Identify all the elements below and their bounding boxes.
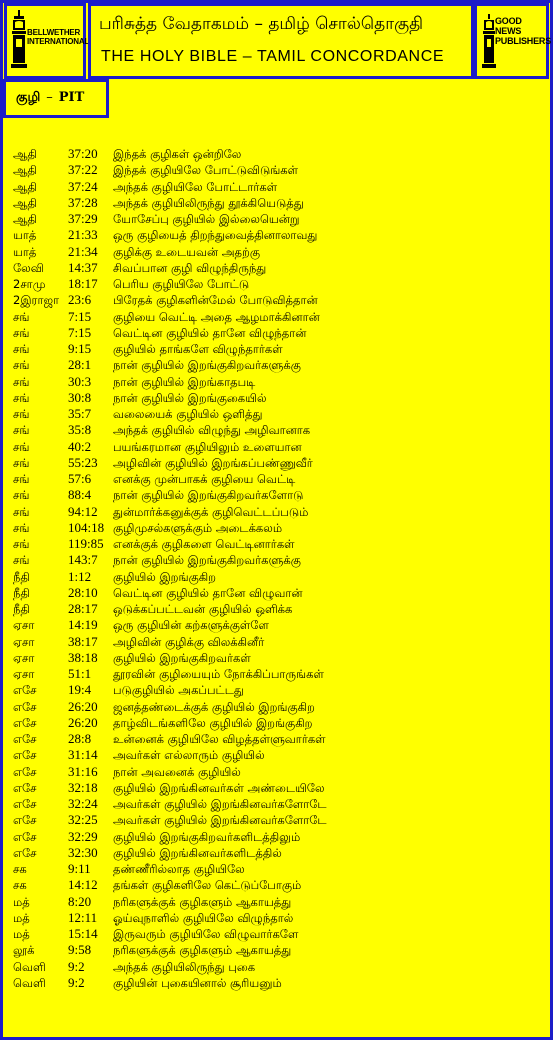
entry-reference: 19:4 bbox=[68, 682, 92, 698]
entry-text: எனக்கு முன்பாகக் குழியை வெட்டி bbox=[113, 472, 296, 486]
concordance-entry bbox=[13, 585, 543, 601]
entry-text: துன்மார்க்கனுக்குக் குழிவெட்டப்படும் bbox=[113, 504, 309, 519]
concordance-entry bbox=[13, 536, 543, 552]
entry-text: குழியில் தாங்களே விழுந்தார்கள் bbox=[113, 342, 283, 356]
concordance-entry bbox=[13, 715, 543, 731]
headword bbox=[16, 90, 84, 106]
entry-book: மத் bbox=[13, 910, 30, 925]
concordance-entry bbox=[13, 796, 543, 812]
concordance-entry bbox=[13, 455, 543, 471]
entry-text: குழியின் புகையினால் சூரியனும் bbox=[113, 975, 282, 990]
entry-text: அவர்கள் எல்லாரும் குழியில் bbox=[113, 748, 265, 763]
concordance-entry bbox=[13, 504, 543, 520]
entry-text: குழியில் இறங்கினவர்களிடத்தில் bbox=[113, 845, 282, 860]
entry-text: நரிகளுக்குக் குழிகளும் ஆகாயத்து bbox=[113, 943, 292, 958]
entry-reference: 40:2 bbox=[68, 438, 92, 454]
entry-reference: 32:18 bbox=[68, 779, 98, 795]
entry-reference: 7:15 bbox=[68, 324, 92, 340]
entry-reference: 15:14 bbox=[68, 926, 98, 941]
concordance-entry bbox=[13, 390, 543, 406]
concordance-entry bbox=[13, 195, 543, 211]
concordance-entry bbox=[13, 422, 543, 438]
entry-reference: 9:15 bbox=[68, 341, 92, 356]
entry-text: அழிவின் குழியில் இறங்கப்பண்ணுவீர் bbox=[113, 455, 313, 470]
entry-text: நான் குழியில் இறங்குகையில் bbox=[113, 390, 267, 405]
entry-reference: 32:29 bbox=[68, 828, 98, 844]
entry-reference: 8:20 bbox=[68, 893, 92, 909]
concordance-entry bbox=[13, 780, 543, 796]
concordance-entry bbox=[13, 942, 543, 958]
concordance-entry bbox=[13, 179, 543, 195]
entry-book: மத் bbox=[13, 894, 30, 909]
entry-text: வெட்டின குழியில் தானே விழுந்தான் bbox=[113, 325, 307, 340]
concordance-entry bbox=[13, 812, 543, 828]
entry-book: சங் bbox=[13, 520, 30, 535]
entry-book: சங் bbox=[13, 472, 30, 486]
entry-book: எசே bbox=[13, 764, 37, 779]
entry-reference: 143:7 bbox=[68, 552, 98, 568]
entry-text: ஓய்வுநாளில் குழியிலே விழுந்தால் bbox=[113, 910, 294, 925]
entry-text: பிரேதக் குழிகளின்மேல் போடுவித்தான் bbox=[113, 293, 318, 308]
entry-book: வெளி bbox=[13, 975, 46, 990]
entry-book: யாத் bbox=[13, 228, 37, 243]
entry-book: எசே bbox=[13, 683, 37, 698]
entry-text: பயங்கரமான குழியிலும் உளையான bbox=[113, 439, 302, 454]
entry-text: குழிமுசல்களுக்கும் அடைக்கலம் bbox=[113, 520, 283, 535]
concordance-entry bbox=[13, 357, 543, 373]
concordance-entry bbox=[13, 471, 543, 487]
concordance-entry bbox=[13, 439, 543, 455]
entry-book: சங் bbox=[13, 504, 30, 519]
entry-book: ஆதி bbox=[13, 163, 37, 178]
entry-text: இருவரும் குழியிலே விழுவார்களே bbox=[113, 927, 299, 941]
title-banner bbox=[88, 3, 474, 79]
entry-reference: 30:3 bbox=[68, 373, 92, 389]
entry-text: பெரிய குழியிலே போட்டு bbox=[113, 277, 250, 291]
concordance-entry bbox=[13, 959, 543, 975]
entry-text: குழியில் இறங்கினவர்கள் அண்டையிலே bbox=[113, 780, 325, 795]
concordance-entry bbox=[13, 699, 543, 715]
headword-english: PIT bbox=[58, 90, 85, 105]
entry-text: நான் குழியில் இறங்குகிறவர்களோடு bbox=[113, 488, 304, 503]
entry-text: அந்தக் குழியிலே போட்டார்கள் bbox=[113, 179, 278, 194]
entry-book: ஆதி bbox=[13, 179, 37, 194]
concordance-entry bbox=[13, 650, 543, 666]
entry-reference: 32:25 bbox=[68, 812, 98, 828]
entry-reference: 9:11 bbox=[68, 861, 91, 876]
entry-book: நீதி bbox=[13, 585, 30, 600]
entry-reference: 12:11 bbox=[68, 909, 98, 925]
entry-book: ஏசா bbox=[13, 618, 35, 633]
headword-separator: – bbox=[46, 90, 53, 105]
entry-text: அந்தக் குழியில் விழுந்து அழிவானாக bbox=[113, 423, 311, 438]
entry-book: ஆதி bbox=[13, 147, 37, 161]
entry-reference: 21:34 bbox=[68, 243, 98, 259]
entry-text: ஜனத்தண்டைக்குக் குழியில் இறங்குகிற bbox=[113, 699, 315, 714]
concordance-entry bbox=[13, 666, 543, 682]
entry-reference: 35:7 bbox=[68, 406, 92, 421]
entry-text: ஒடுக்கப்பட்டவன் குழியில் ஒளிக்க bbox=[113, 602, 293, 616]
concordance-entry bbox=[13, 406, 543, 422]
concordance-entry bbox=[13, 634, 543, 650]
concordance-entry bbox=[13, 569, 543, 585]
title-english: THE HOLY BIBLE – TAMIL CONCORDANCE bbox=[101, 48, 445, 65]
entry-text: அழிவின் குழிக்கு விலக்கினீர் bbox=[113, 634, 265, 649]
headword-tamil: குழி bbox=[16, 90, 41, 105]
concordance-entry bbox=[13, 244, 543, 260]
entry-book: சங் bbox=[13, 553, 30, 568]
entry-book: 2சாமு bbox=[13, 277, 46, 291]
entry-book: சக bbox=[13, 878, 27, 893]
entry-book: ஆதி bbox=[13, 195, 37, 210]
entry-reference: 31:14 bbox=[68, 747, 98, 763]
entry-reference: 37:22 bbox=[68, 162, 98, 178]
entry-text: தூரவின் குழியையும் நோக்கிப்பாருங்கள் bbox=[113, 667, 324, 681]
entry-reference: 104:18 bbox=[68, 519, 105, 535]
entry-reference: 23:6 bbox=[68, 292, 92, 308]
entry-book: சங் bbox=[13, 342, 30, 356]
entry-text: நான் குழியில் இறங்குகிறவர்களுக்கு bbox=[113, 553, 301, 568]
entry-reference: 38:18 bbox=[68, 649, 98, 665]
entry-book: ஏசா bbox=[13, 667, 35, 681]
entry-book: யாத் bbox=[13, 244, 37, 259]
concordance-entry bbox=[13, 162, 543, 178]
good-news-logo bbox=[474, 3, 552, 79]
entry-book: சங் bbox=[13, 325, 30, 340]
entry-book: சங் bbox=[13, 537, 30, 551]
concordance-entry bbox=[13, 975, 543, 991]
entry-text: குழியில் இறங்குகிறவர்கள் bbox=[113, 650, 251, 665]
entry-text: அந்தக் குழியிலிருந்து தூக்கியெடுத்து bbox=[113, 195, 304, 210]
entry-text: தண்ணீரில்லாத குழியிலே bbox=[113, 862, 245, 876]
entry-text: குழியில் இறங்குகிற bbox=[113, 569, 216, 584]
entry-book: நீதி bbox=[13, 569, 30, 584]
entry-reference: 37:28 bbox=[68, 194, 98, 210]
concordance-entry bbox=[13, 146, 543, 162]
entry-book: எசே bbox=[13, 699, 37, 714]
entry-reference: 88:4 bbox=[68, 487, 92, 503]
concordance-entry bbox=[13, 926, 543, 942]
entry-text: அவர்கள் குழியில் இறங்கினவர்களோடே bbox=[113, 813, 327, 828]
entry-reference: 51:1 bbox=[68, 666, 92, 681]
headword-box bbox=[3, 79, 109, 118]
title-tamil: பரிசுத்த வேதாகமம் – தமிழ் சொல்தொகுதி bbox=[99, 14, 424, 34]
entry-book: எசே bbox=[13, 813, 37, 828]
entry-book: எசே bbox=[13, 732, 37, 746]
bellwether-logo bbox=[4, 3, 90, 79]
entry-book: சங் bbox=[13, 423, 30, 438]
entry-text: வலையைக் குழியில் ஒளித்து bbox=[113, 407, 263, 421]
concordance-entry bbox=[13, 487, 543, 503]
entry-book: சக bbox=[13, 862, 27, 876]
entry-reference: 35:8 bbox=[68, 422, 92, 438]
entry-reference: 28:17 bbox=[68, 601, 98, 616]
entry-book: எசே bbox=[13, 797, 37, 811]
entry-book: சங் bbox=[13, 374, 30, 389]
entry-text: தங்கள் குழிகளிலே கெட்டுப்போகும் bbox=[113, 878, 302, 893]
entry-reference: 119:85 bbox=[68, 536, 104, 551]
entry-text: யோசேப்பு குழியில் இல்லையென்று bbox=[113, 212, 300, 226]
entry-book: லூக் bbox=[13, 943, 35, 958]
concordance-entry bbox=[13, 292, 543, 308]
entry-reference: 28:8 bbox=[68, 731, 92, 746]
entry-reference: 9:2 bbox=[68, 974, 85, 990]
entry-book: ஏசா bbox=[13, 634, 35, 649]
entry-book: நீதி bbox=[13, 602, 30, 616]
entry-book: எசே bbox=[13, 748, 37, 763]
bell-tower-icon bbox=[9, 10, 29, 74]
entry-book: மத் bbox=[13, 927, 30, 941]
entry-reference: 37:24 bbox=[68, 178, 98, 194]
entry-reference: 28:1 bbox=[68, 357, 92, 373]
entry-reference: 14:12 bbox=[68, 877, 98, 893]
concordance-list bbox=[13, 146, 543, 991]
entry-text: உன்னைக் குழியிலே விழத்தள்ளுவார்கள் bbox=[113, 732, 326, 746]
entry-reference: 21:33 bbox=[68, 227, 98, 243]
bellwether-logo-text: BELLWETHER INTERNATIONAL bbox=[27, 28, 90, 46]
entry-book: சங் bbox=[13, 439, 30, 454]
concordance-entry bbox=[13, 325, 543, 341]
entry-text: இந்தக் குழிகள் ஒன்றிலே bbox=[113, 147, 242, 161]
entry-reference: 18:17 bbox=[68, 276, 98, 291]
entry-text: தாழ்விடங்களிலே குழியில் இறங்குகிற bbox=[113, 715, 313, 730]
entry-book: எசே bbox=[13, 715, 37, 730]
entry-reference: 94:12 bbox=[68, 503, 98, 519]
entry-text: நான் குழியில் இறங்காதபடி bbox=[113, 374, 256, 389]
concordance-entry bbox=[13, 682, 543, 698]
entry-text: ஒரு குழியைத் திறந்துவைத்தினாலாவது bbox=[113, 228, 318, 243]
concordance-entry bbox=[13, 260, 543, 276]
concordance-entry bbox=[13, 731, 543, 747]
entry-book: 2இராஜா bbox=[13, 293, 60, 308]
entry-text: ஒரு குழியின் கற்களுக்குள்ளே bbox=[113, 618, 269, 633]
concordance-entry bbox=[13, 341, 543, 357]
concordance-entry bbox=[13, 764, 543, 780]
entry-text: குழிக்கு உடையவன் அதற்கு bbox=[113, 244, 261, 259]
concordance-entry bbox=[13, 617, 543, 633]
entry-text: நரிகளுக்குக் குழிகளும் ஆகாயத்து bbox=[113, 894, 292, 909]
concordance-entry bbox=[13, 894, 543, 910]
concordance-entry bbox=[13, 829, 543, 845]
entry-book: வெளி bbox=[13, 959, 46, 974]
concordance-entry bbox=[13, 861, 543, 877]
entry-text: எனக்குக் குழிகளை வெட்டினார்கள் bbox=[113, 537, 295, 551]
entry-reference: 28:10 bbox=[68, 584, 98, 600]
concordance-entry bbox=[13, 374, 543, 390]
entry-text: குழியை வெட்டி அதை ஆழமாக்கினான் bbox=[113, 309, 320, 324]
entry-book: லேவி bbox=[13, 260, 44, 275]
concordance-entry bbox=[13, 910, 543, 926]
entry-book: எசே bbox=[13, 845, 37, 860]
entry-reference: 14:19 bbox=[68, 617, 98, 633]
concordance-entry bbox=[13, 227, 543, 243]
entry-text: அந்தக் குழியிலிருந்து புகை bbox=[113, 959, 256, 974]
entry-reference: 30:8 bbox=[68, 389, 92, 405]
concordance-entry bbox=[13, 552, 543, 568]
entry-reference: 37:20 bbox=[68, 146, 98, 161]
concordance-entry bbox=[13, 276, 543, 292]
concordance-entry bbox=[13, 877, 543, 893]
entry-reference: 14:37 bbox=[68, 259, 98, 275]
entry-reference: 55:23 bbox=[68, 454, 98, 470]
entry-reference: 7:15 bbox=[68, 308, 92, 324]
entry-reference: 9:2 bbox=[68, 958, 85, 974]
good-news-logo-text: GOOD NEWS PUBLISHERS bbox=[495, 16, 552, 46]
entry-text: அவர்கள் குழியில் இறங்கினவர்களோடே bbox=[113, 797, 327, 811]
entry-reference: 38:17 bbox=[68, 633, 98, 649]
entry-reference: 32:24 bbox=[68, 796, 98, 811]
entry-text: படுகுழியில் அகப்பட்டது bbox=[113, 683, 244, 698]
entry-reference: 26:20 bbox=[68, 698, 98, 714]
entry-reference: 26:20 bbox=[68, 714, 98, 730]
entry-reference: 37:29 bbox=[68, 211, 98, 226]
concordance-entry bbox=[13, 601, 543, 617]
entry-text: நான் குழியில் இறங்குகிறவர்களுக்கு bbox=[113, 358, 301, 373]
entry-book: சங் bbox=[13, 390, 30, 405]
concordance-entry bbox=[13, 520, 543, 536]
entry-book: சங் bbox=[13, 358, 30, 373]
entry-book: சங் bbox=[13, 455, 30, 470]
entry-reference: 1:12 bbox=[68, 568, 92, 584]
entry-book: ஏசா bbox=[13, 650, 35, 665]
entry-reference: 57:6 bbox=[68, 471, 92, 486]
entry-book: சங் bbox=[13, 309, 30, 324]
entry-text: சிவப்பான குழி விழுந்திருந்து bbox=[113, 260, 267, 275]
entry-reference: 32:30 bbox=[68, 844, 98, 860]
entry-book: சங் bbox=[13, 488, 30, 503]
entry-reference: 9:58 bbox=[68, 942, 92, 958]
concordance-entry bbox=[13, 747, 543, 763]
entry-book: ஆதி bbox=[13, 212, 37, 226]
entry-text: நான் அவனைக் குழியில் bbox=[113, 764, 241, 779]
entry-book: எசே bbox=[13, 780, 37, 795]
entry-book: சங் bbox=[13, 407, 30, 421]
entry-book: எசே bbox=[13, 829, 37, 844]
concordance-entry bbox=[13, 309, 543, 325]
entry-text: வெட்டின குழியில் தானே விழுவான் bbox=[113, 585, 303, 600]
entry-reference: 31:16 bbox=[68, 763, 98, 779]
concordance-entry bbox=[13, 845, 543, 861]
entry-text: இந்தக் குழியிலே போட்டுவிடுங்கள் bbox=[113, 163, 299, 178]
entry-text: குழியில் இறங்குகிறவர்களிடத்திலும் bbox=[113, 829, 301, 844]
concordance-entry bbox=[13, 211, 543, 227]
